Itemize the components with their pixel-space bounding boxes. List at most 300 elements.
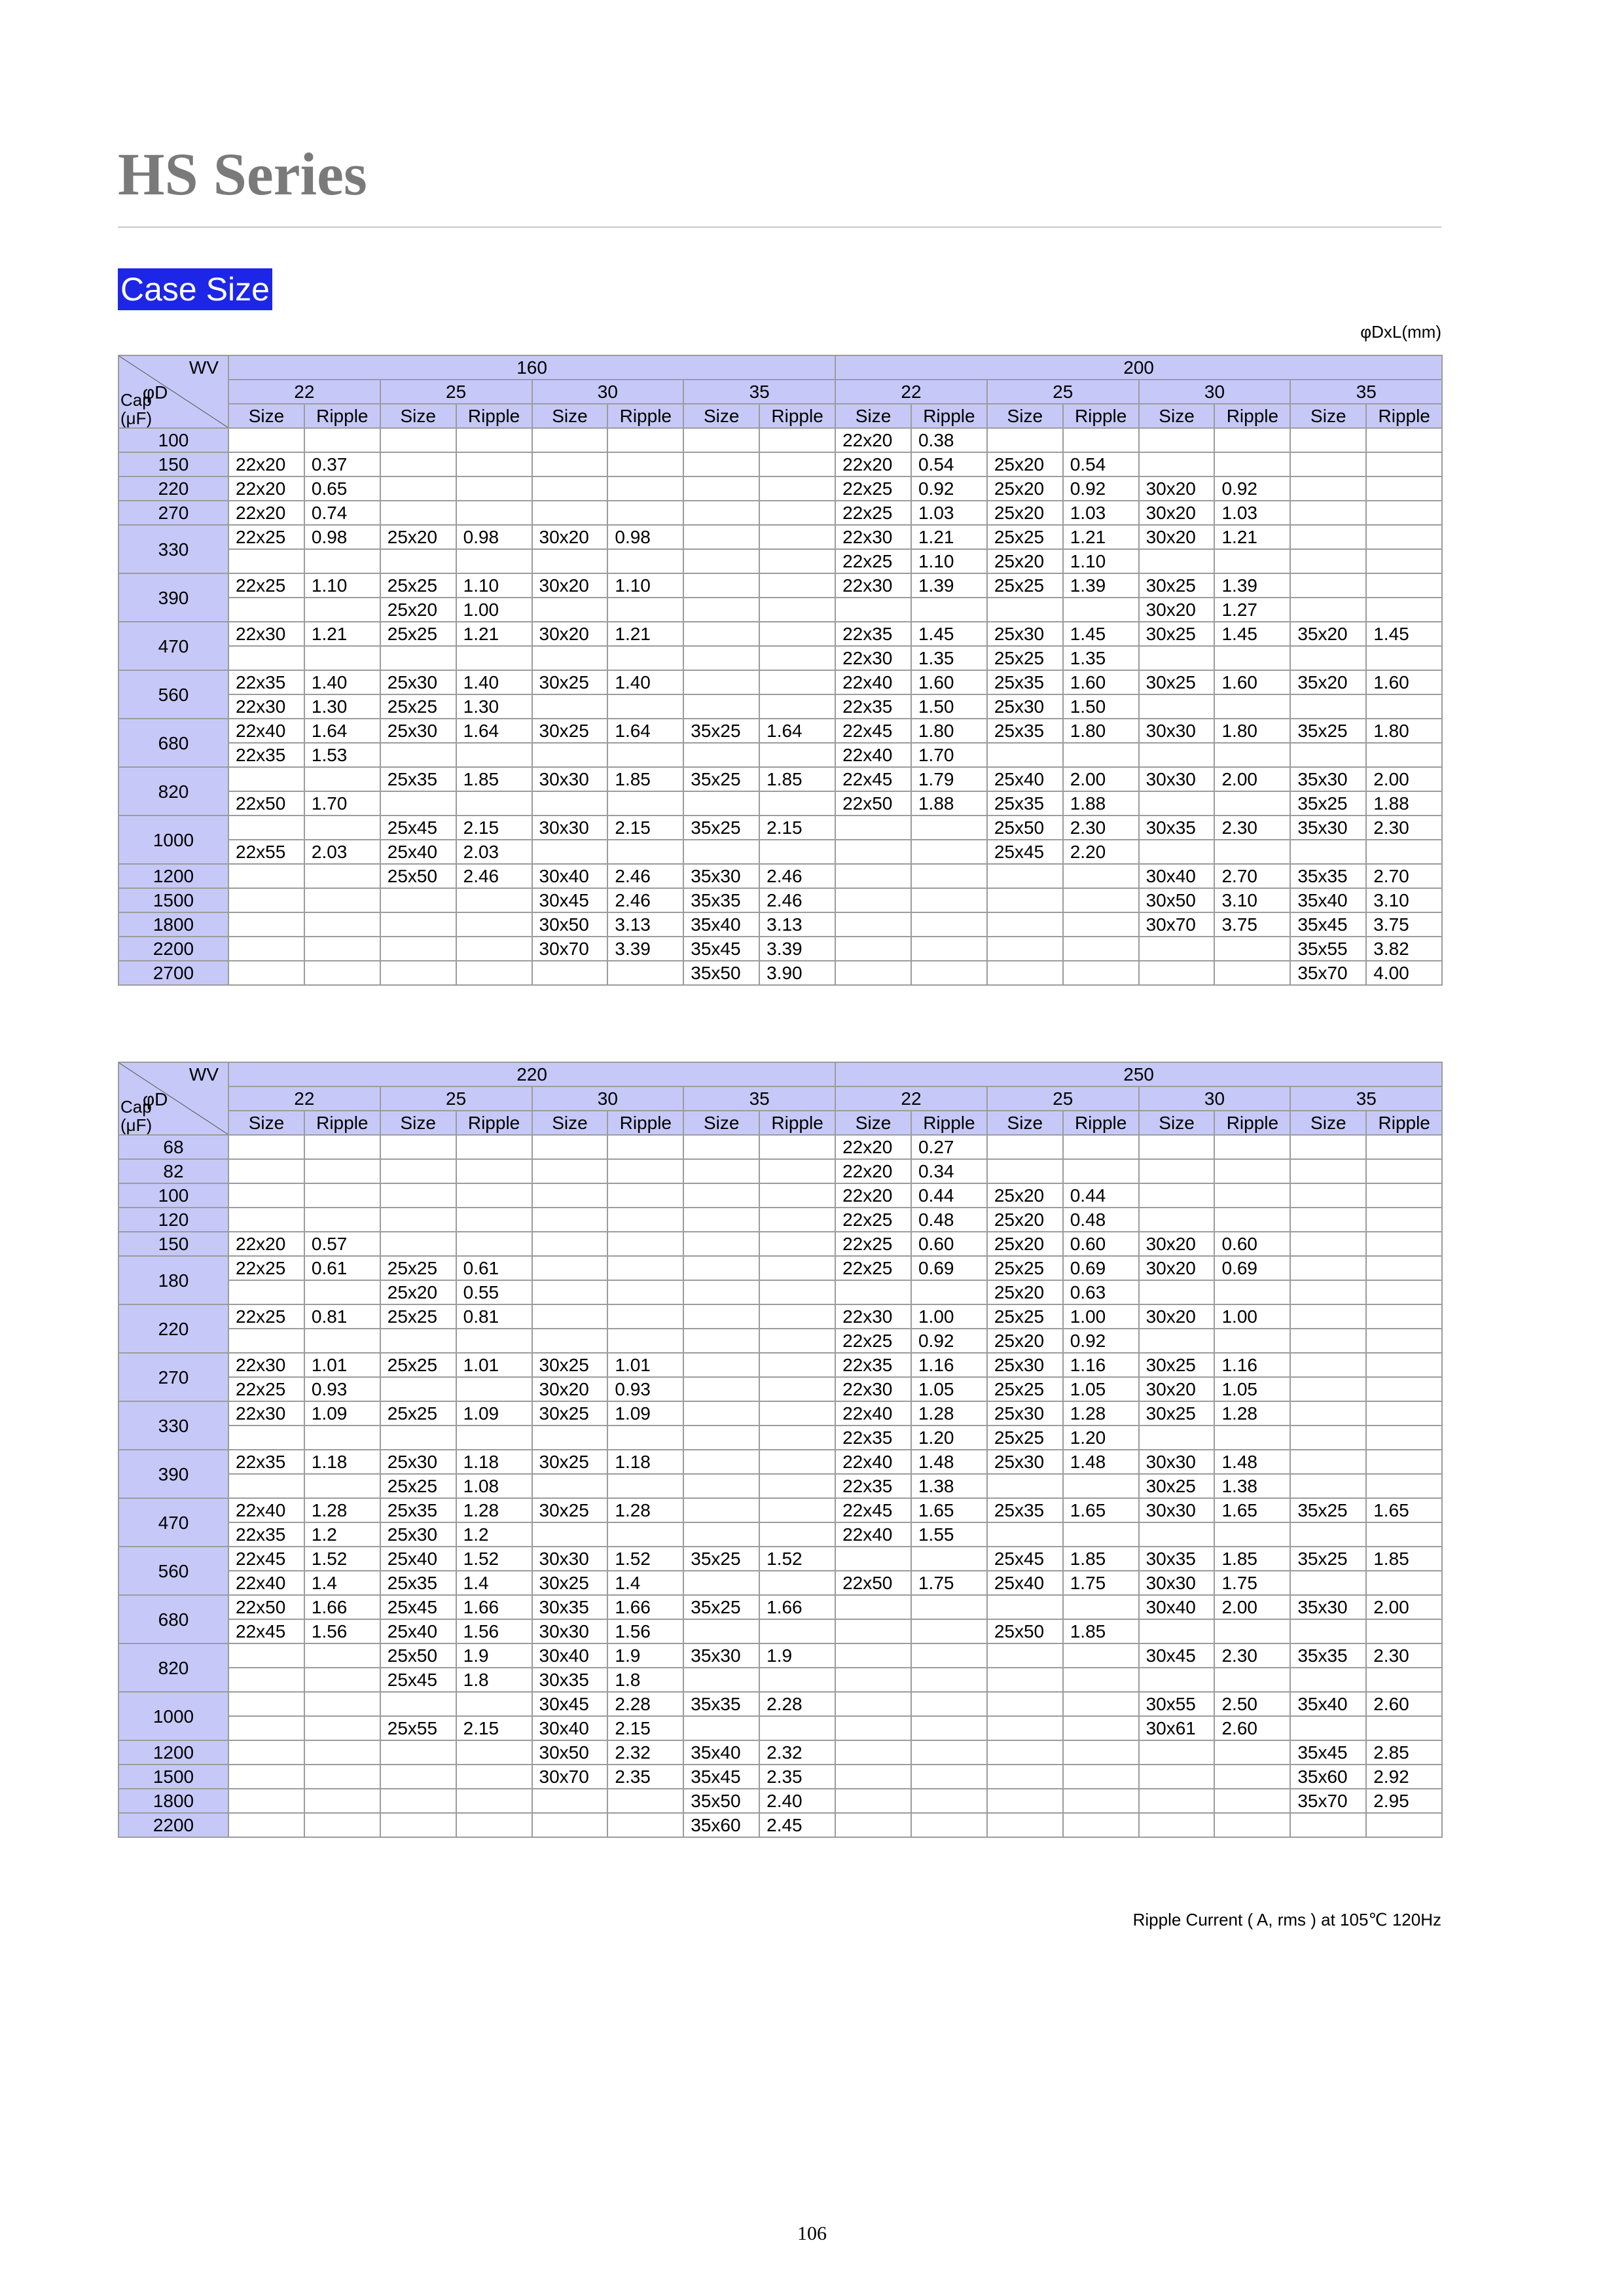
ripple-cell: 1.10 — [607, 573, 683, 598]
size-cell — [683, 452, 759, 476]
table-row — [118, 1256, 1442, 1280]
ripple-cell: 3.13 — [759, 912, 835, 937]
ripple-cell — [607, 1135, 683, 1159]
ripple-cell — [1214, 743, 1290, 767]
size-cell — [987, 937, 1063, 961]
ripple-cell: 2.15 — [607, 1716, 683, 1740]
ripple-cell — [759, 1571, 835, 1595]
ripple-cell: 2.30 — [1366, 816, 1442, 840]
ripple-cell — [759, 1401, 835, 1426]
size-cell — [532, 961, 608, 985]
ripple-cell — [1214, 1208, 1290, 1232]
ripple-cell: 0.38 — [911, 428, 987, 452]
diameter-header: 22 — [228, 380, 380, 404]
ripple-cell — [304, 767, 380, 791]
table-corner — [118, 1062, 228, 1135]
ripple-cell — [1063, 888, 1139, 912]
ripple-cell: 1.30 — [456, 694, 532, 719]
ripple-cell — [456, 888, 532, 912]
size-cell: 35x30 — [1290, 1595, 1366, 1619]
ripple-cell: 1.21 — [304, 622, 380, 646]
size-cell: 30x35 — [1139, 816, 1215, 840]
ripple-cell: 0.69 — [1214, 1256, 1290, 1280]
ripple-cell — [911, 1789, 987, 1813]
ripple-cell — [607, 1256, 683, 1280]
capacitance-cell: 820 — [118, 1643, 228, 1692]
ripple-cell: 1.64 — [456, 719, 532, 743]
ripple-cell — [607, 1208, 683, 1232]
ripple-cell: 2.40 — [759, 1789, 835, 1813]
size-cell — [683, 1498, 759, 1522]
corner-unit-label: (μF) — [120, 1115, 153, 1135]
size-cell — [683, 1329, 759, 1353]
ripple-cell: 1.40 — [607, 670, 683, 694]
size-cell: 25x45 — [987, 840, 1063, 864]
ripple-cell — [304, 1329, 380, 1353]
ripple-cell: 1.80 — [1063, 719, 1139, 743]
ripple-cell: 1.4 — [607, 1571, 683, 1595]
table-row — [118, 622, 1442, 646]
size-cell: 35x35 — [683, 1692, 759, 1716]
table-row — [118, 1740, 1442, 1765]
ripple-cell: 0.93 — [607, 1377, 683, 1401]
size-cell — [1290, 1668, 1366, 1692]
table-row — [118, 1135, 1442, 1159]
size-cell — [380, 1813, 456, 1837]
size-cell — [835, 1716, 911, 1740]
size-header: Size — [987, 1111, 1063, 1135]
ripple-cell — [1366, 452, 1442, 476]
size-cell: 22x40 — [835, 743, 911, 767]
size-cell — [380, 1232, 456, 1256]
size-header: Size — [380, 1111, 456, 1135]
ripple-cell: 1.9 — [607, 1643, 683, 1668]
size-cell — [532, 1522, 608, 1547]
ripple-cell — [456, 452, 532, 476]
table-row — [118, 1377, 1442, 1401]
ripple-cell: 0.54 — [1063, 452, 1139, 476]
size-cell: 25x40 — [987, 767, 1063, 791]
ripple-cell — [759, 476, 835, 501]
ripple-cell — [304, 912, 380, 937]
ripple-cell: 2.03 — [456, 840, 532, 864]
size-cell: 25x30 — [380, 719, 456, 743]
size-cell — [380, 1135, 456, 1159]
table-row — [118, 452, 1442, 476]
ripple-header: Ripple — [759, 404, 835, 428]
ripple-cell — [456, 961, 532, 985]
table-row — [118, 719, 1442, 743]
ripple-cell: 2.46 — [607, 864, 683, 888]
ripple-cell — [607, 1280, 683, 1304]
size-cell: 25x30 — [987, 622, 1063, 646]
ripple-cell: 1.75 — [911, 1571, 987, 1595]
size-header: Size — [835, 404, 911, 428]
ripple-cell — [1214, 1329, 1290, 1353]
ripple-cell: 1.10 — [456, 573, 532, 598]
capacitance-cell: 390 — [118, 1450, 228, 1498]
size-cell — [1139, 1765, 1215, 1789]
diameter-header: 22 — [835, 380, 987, 404]
ripple-cell — [911, 912, 987, 937]
ripple-cell — [456, 646, 532, 670]
ripple-cell — [304, 864, 380, 888]
size-cell — [380, 1377, 456, 1401]
size-cell: 22x45 — [835, 767, 911, 791]
ripple-cell — [759, 1498, 835, 1522]
ripple-cell: 1.60 — [1366, 670, 1442, 694]
size-cell — [228, 864, 304, 888]
ripple-cell — [1214, 428, 1290, 452]
size-cell — [987, 1159, 1063, 1183]
size-cell: 25x30 — [987, 1353, 1063, 1377]
size-header: Size — [835, 1111, 911, 1135]
ripple-cell: 1.38 — [911, 1474, 987, 1498]
ripple-cell — [759, 1232, 835, 1256]
size-cell: 30x45 — [532, 888, 608, 912]
header-row-diameter — [118, 380, 1442, 404]
voltage-header: 160 — [228, 355, 835, 380]
size-cell — [987, 888, 1063, 912]
ripple-cell: 0.63 — [1063, 1280, 1139, 1304]
ripple-cell — [304, 1643, 380, 1668]
size-cell: 30x30 — [1139, 719, 1215, 743]
size-cell — [532, 1280, 608, 1304]
ripple-cell: 1.30 — [304, 694, 380, 719]
size-cell — [1139, 1813, 1215, 1837]
ripple-cell: 0.48 — [911, 1208, 987, 1232]
capacitance-cell: 330 — [118, 1401, 228, 1450]
ripple-cell: 0.92 — [911, 1329, 987, 1353]
ripple-header: Ripple — [304, 1111, 380, 1135]
ripple-cell: 2.35 — [759, 1765, 835, 1789]
ripple-cell: 0.60 — [1063, 1232, 1139, 1256]
size-cell: 25x45 — [380, 1668, 456, 1692]
size-cell — [683, 622, 759, 646]
size-cell — [683, 1716, 759, 1740]
size-cell — [380, 1789, 456, 1813]
size-cell: 30x35 — [532, 1668, 608, 1692]
size-cell: 22x35 — [835, 1353, 911, 1377]
ripple-cell — [456, 1159, 532, 1183]
size-cell — [683, 670, 759, 694]
size-cell — [987, 1813, 1063, 1837]
ripple-cell: 1.9 — [456, 1643, 532, 1668]
ripple-cell — [456, 1426, 532, 1450]
size-cell — [835, 816, 911, 840]
capacitance-cell: 180 — [118, 1256, 228, 1304]
ripple-cell — [456, 1765, 532, 1789]
size-cell — [835, 840, 911, 864]
ripple-cell — [1063, 864, 1139, 888]
diameter-header: 30 — [532, 1086, 684, 1111]
size-header: Size — [532, 404, 608, 428]
ripple-cell: 1.56 — [456, 1619, 532, 1643]
size-cell: 30x55 — [1139, 1692, 1215, 1716]
size-cell: 30x20 — [1139, 1304, 1215, 1329]
size-cell — [987, 961, 1063, 985]
ripple-cell — [911, 816, 987, 840]
ripple-cell — [1063, 743, 1139, 767]
ripple-cell: 1.01 — [304, 1353, 380, 1377]
ripple-cell: 2.30 — [1214, 1643, 1290, 1668]
size-cell: 30x45 — [532, 1692, 608, 1716]
size-cell: 22x30 — [228, 622, 304, 646]
capacitance-cell: 1800 — [118, 912, 228, 937]
ripple-cell — [911, 864, 987, 888]
size-cell: 22x45 — [835, 719, 911, 743]
ripple-cell: 2.46 — [607, 888, 683, 912]
ripple-cell — [607, 549, 683, 573]
ripple-cell — [304, 1692, 380, 1716]
ripple-cell — [456, 1813, 532, 1837]
ripple-cell — [1214, 452, 1290, 476]
size-cell — [532, 1474, 608, 1498]
size-cell: 35x30 — [1290, 816, 1366, 840]
size-cell: 25x40 — [380, 1619, 456, 1643]
size-cell — [683, 791, 759, 816]
ripple-cell: 1.85 — [607, 767, 683, 791]
ripple-cell — [304, 1740, 380, 1765]
size-cell: 30x70 — [532, 1765, 608, 1789]
size-cell: 35x30 — [1290, 767, 1366, 791]
ripple-cell: 1.20 — [911, 1426, 987, 1450]
ripple-cell: 1.65 — [1366, 1498, 1442, 1522]
size-cell — [1290, 1571, 1366, 1595]
size-cell: 22x25 — [228, 573, 304, 598]
diameter-header: 35 — [1290, 1086, 1442, 1111]
ripple-cell: 0.98 — [607, 525, 683, 549]
size-cell: 30x30 — [532, 1547, 608, 1571]
size-cell: 35x50 — [683, 961, 759, 985]
size-cell: 30x30 — [532, 816, 608, 840]
size-header: Size — [987, 404, 1063, 428]
ripple-cell — [1366, 525, 1442, 549]
size-cell — [835, 1692, 911, 1716]
ripple-cell: 1.16 — [1214, 1353, 1290, 1377]
page-number: 106 — [797, 2223, 827, 2244]
ripple-cell: 1.85 — [456, 767, 532, 791]
size-cell: 22x50 — [835, 791, 911, 816]
ripple-cell — [304, 1280, 380, 1304]
size-cell — [380, 791, 456, 816]
size-cell: 35x70 — [1290, 961, 1366, 985]
size-cell — [228, 1474, 304, 1498]
ripple-cell — [1214, 646, 1290, 670]
size-cell: 25x20 — [380, 525, 456, 549]
size-cell: 22x50 — [228, 1595, 304, 1619]
size-cell: 30x50 — [1139, 888, 1215, 912]
ripple-cell — [911, 1643, 987, 1668]
size-cell: 25x20 — [380, 598, 456, 622]
ripple-cell: 1.85 — [1063, 1619, 1139, 1643]
size-cell — [532, 501, 608, 525]
size-cell: 30x20 — [1139, 598, 1215, 622]
size-cell — [380, 646, 456, 670]
size-cell: 25x50 — [987, 1619, 1063, 1643]
size-cell: 25x50 — [380, 864, 456, 888]
size-cell — [1139, 840, 1215, 864]
table-row — [118, 501, 1442, 525]
header-row-size-ripple — [118, 1111, 1442, 1135]
size-cell — [683, 476, 759, 501]
ripple-cell — [1063, 961, 1139, 985]
size-cell — [683, 1232, 759, 1256]
size-cell — [683, 501, 759, 525]
ripple-cell — [1214, 1619, 1290, 1643]
size-cell: 25x20 — [987, 476, 1063, 501]
size-cell — [228, 1740, 304, 1765]
ripple-cell — [607, 791, 683, 816]
size-cell — [683, 549, 759, 573]
units-label: φDxL(mm) — [1360, 322, 1441, 342]
size-cell — [1290, 646, 1366, 670]
size-cell: 35x35 — [683, 888, 759, 912]
table-row — [118, 525, 1442, 549]
size-cell: 22x20 — [835, 452, 911, 476]
ripple-cell — [456, 1135, 532, 1159]
size-cell: 22x35 — [835, 1474, 911, 1498]
size-cell: 22x20 — [835, 428, 911, 452]
ripple-cell — [759, 525, 835, 549]
size-cell — [835, 1813, 911, 1837]
size-cell: 30x70 — [532, 937, 608, 961]
ripple-cell: 1.85 — [759, 767, 835, 791]
table-row — [118, 428, 1442, 452]
size-cell — [380, 452, 456, 476]
diameter-header: 25 — [987, 1086, 1139, 1111]
ripple-cell: 0.69 — [911, 1256, 987, 1280]
ripple-cell — [456, 791, 532, 816]
ripple-cell — [1366, 1426, 1442, 1450]
size-cell: 30x25 — [532, 1450, 608, 1474]
ripple-cell — [1063, 1789, 1139, 1813]
ripple-cell: 1.66 — [759, 1595, 835, 1619]
size-cell — [683, 1571, 759, 1595]
ripple-cell: 3.13 — [607, 912, 683, 937]
ripple-cell — [759, 1353, 835, 1377]
size-cell: 35x25 — [683, 1595, 759, 1619]
ripple-cell — [1214, 1668, 1290, 1692]
size-cell: 30x35 — [532, 1595, 608, 1619]
ripple-cell — [911, 1619, 987, 1643]
ripple-cell — [1366, 1401, 1442, 1426]
ripple-cell: 1.8 — [607, 1668, 683, 1692]
ripple-cell: 1.28 — [607, 1498, 683, 1522]
ripple-cell — [759, 791, 835, 816]
ripple-cell: 1.35 — [911, 646, 987, 670]
diameter-header: 22 — [228, 1086, 380, 1111]
size-cell: 25x25 — [987, 1304, 1063, 1329]
table-row — [118, 1595, 1442, 1619]
size-cell — [835, 1740, 911, 1765]
size-cell: 25x25 — [380, 1353, 456, 1377]
size-cell — [1139, 1135, 1215, 1159]
ripple-cell — [304, 1813, 380, 1837]
ripple-cell — [1366, 1377, 1442, 1401]
ripple-cell: 1.66 — [304, 1595, 380, 1619]
size-cell — [987, 1522, 1063, 1547]
size-cell — [228, 598, 304, 622]
ripple-cell — [1366, 1522, 1442, 1547]
size-header: Size — [380, 404, 456, 428]
ripple-cell — [1366, 1353, 1442, 1377]
size-cell: 25x35 — [987, 1498, 1063, 1522]
size-cell — [1139, 1668, 1215, 1692]
ripple-cell: 1.70 — [911, 743, 987, 767]
size-cell: 30x25 — [1139, 670, 1215, 694]
header-row-voltage — [118, 1062, 1442, 1086]
size-cell — [1290, 694, 1366, 719]
corner-diameter-label: φD — [143, 1089, 168, 1109]
size-cell: 25x30 — [380, 670, 456, 694]
size-cell — [228, 646, 304, 670]
size-cell: 30x40 — [532, 1643, 608, 1668]
ripple-cell — [911, 888, 987, 912]
size-cell — [380, 1426, 456, 1450]
ripple-cell: 1.48 — [1214, 1450, 1290, 1474]
ripple-cell — [1063, 598, 1139, 622]
ripple-cell: 1.28 — [1063, 1401, 1139, 1426]
ripple-cell — [759, 1522, 835, 1547]
ripple-cell: 1.50 — [911, 694, 987, 719]
size-cell: 35x30 — [683, 1643, 759, 1668]
ripple-cell: 1.10 — [304, 573, 380, 598]
size-cell: 30x25 — [532, 670, 608, 694]
ripple-cell: 1.10 — [1063, 549, 1139, 573]
size-cell — [987, 1643, 1063, 1668]
ripple-cell: 2.92 — [1366, 1765, 1442, 1789]
size-cell — [1290, 525, 1366, 549]
size-cell — [683, 1183, 759, 1208]
size-cell: 25x30 — [987, 1450, 1063, 1474]
ripple-cell: 1.80 — [1214, 719, 1290, 743]
size-cell — [987, 1740, 1063, 1765]
corner-wv-label: WV — [189, 1064, 219, 1085]
size-cell — [683, 573, 759, 598]
ripple-cell: 1.03 — [1214, 501, 1290, 525]
ripple-cell — [607, 1159, 683, 1183]
size-cell — [380, 428, 456, 452]
ripple-cell: 1.75 — [1063, 1571, 1139, 1595]
ripple-cell — [1366, 1813, 1442, 1837]
capacitance-cell: 150 — [118, 452, 228, 476]
size-cell — [1139, 1280, 1215, 1304]
capacitance-cell: 1000 — [118, 816, 228, 864]
size-header: Size — [228, 404, 304, 428]
size-cell: 22x35 — [835, 622, 911, 646]
ripple-cell: 2.00 — [1366, 1595, 1442, 1619]
ripple-cell — [607, 1183, 683, 1208]
table-row — [118, 549, 1442, 573]
ripple-cell — [911, 1595, 987, 1619]
size-cell — [228, 816, 304, 840]
size-cell: 22x55 — [228, 840, 304, 864]
ripple-cell: 0.93 — [304, 1377, 380, 1401]
size-cell: 30x50 — [532, 912, 608, 937]
ripple-cell: 1.09 — [607, 1401, 683, 1426]
size-cell — [683, 1353, 759, 1377]
size-cell: 22x30 — [228, 694, 304, 719]
ripple-cell — [759, 598, 835, 622]
size-cell — [1290, 501, 1366, 525]
size-cell — [228, 1813, 304, 1837]
ripple-cell — [607, 1474, 683, 1498]
ripple-cell: 2.03 — [304, 840, 380, 864]
size-cell: 22x25 — [835, 1329, 911, 1353]
size-cell — [1290, 428, 1366, 452]
size-cell — [683, 525, 759, 549]
